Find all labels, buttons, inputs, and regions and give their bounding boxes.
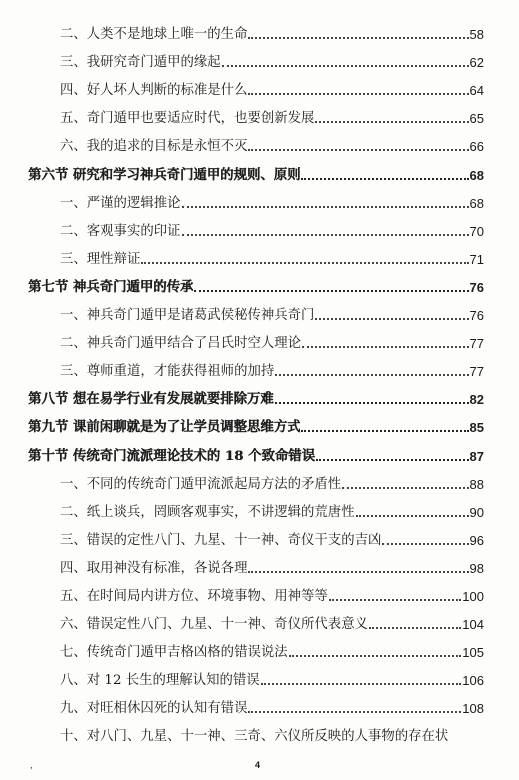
toc-dot-leader [316,459,468,461]
toc-dot-leader [329,599,461,601]
toc-page-number: 104 [462,617,484,633]
toc-item-title: 四、好人坏人判断的标准是什么 [60,83,248,99]
toc-dot-leader [261,683,462,685]
toc-dot-leader [182,206,469,208]
toc-item-title: 二、人类不是地球上唯一的生命 [60,27,248,43]
toc-item-title: 一、不同的传统奇门遁甲流派起局方法的矛盾性 [60,476,342,492]
toc-dot-leader [194,290,468,292]
toc-dot-leader [182,234,469,236]
toc-item-title: 四、取用神没有标准，各说各理 [60,560,248,576]
toc-item-row [28,688,484,716]
toc-item-title: 三、理性辩证 [60,251,141,267]
toc-page-number: 65 [469,111,484,127]
toc-section-title: 第八节 想在易学行业有发展就要排除万难 [28,391,274,408]
toc-dot-leader [289,655,462,657]
toc-page-number: 96 [469,532,484,548]
table-of-contents [28,14,484,744]
toc-page-number: 66 [469,139,484,155]
toc-item-title: 六、错误定性八门、九星、十一神、奇仪所代表意义 [60,617,368,633]
toc-page-number: 68 [469,167,484,183]
toc-section-row [28,407,484,435]
toc-section-row [28,267,484,295]
toc-section-row [28,435,484,463]
toc-dot-leader [248,711,461,713]
toc-item-title: 五、奇门遁甲也要适应时代，也要创新发展 [60,111,315,127]
toc-item-row [28,14,484,42]
toc-item-row [28,520,484,548]
toc-dot-leader [342,487,468,489]
toc-item-title: 五、在时间局内讲方位、环境事物、用神等等 [60,588,328,604]
page-number: 4 [255,760,261,770]
toc-dot-leader [275,374,468,376]
toc-dot-leader [301,430,468,432]
toc-item-title: 三、我研究奇门遁甲的缘起 [60,55,221,71]
toc-page-number: 108 [462,701,484,717]
toc-item-row [28,98,484,126]
toc-page-number: 62 [469,55,484,71]
toc-item-row [28,632,484,660]
toc-dot-leader [356,515,469,517]
toc-item-title: 二、神兵奇门遁甲结合了吕氏时空人理论 [60,336,302,352]
toc-item-row [28,492,484,520]
toc-item-title: 二、客观事实的印证 [60,223,181,239]
toc-item-title: 一、严谨的逻辑推论 [60,195,181,211]
toc-item-row [28,211,484,239]
toc-dot-leader [248,93,468,95]
toc-dot-leader [222,65,469,67]
toc-page-number: 68 [469,195,484,211]
toc-item-row [28,42,484,70]
toc-dot-leader [248,37,468,39]
toc-dot-leader [369,627,461,629]
toc-item-row [28,323,484,351]
toc-dot-leader [302,346,469,348]
toc-dot-leader [141,262,468,264]
toc-item-row [28,464,484,492]
toc-item-row [28,70,484,98]
toc-page-number: 64 [469,83,484,99]
toc-page-number: 58 [469,27,484,43]
toc-item-row [28,604,484,632]
toc-dot-leader [301,178,468,180]
toc-page-number: 70 [469,223,484,239]
toc-dot-leader [382,543,468,545]
toc-section-title: 第九节 课前闲聊就是为了让学员调整思维方式 [28,419,301,436]
toc-item-title: 九、对旺相休囚死的认知有错误 [60,701,248,717]
toc-page-number: 76 [469,279,484,295]
toc-item-title: 六、我的追求的目标是永恒不灭 [60,139,248,155]
toc-item-row [28,295,484,323]
toc-page-number: 90 [469,504,484,520]
toc-item-title: 七、传统奇门遁甲吉格凶格的错误说法 [60,645,288,661]
toc-item-title: 八、对 12 长生的理解认知的错误 [60,673,260,689]
toc-page-number: 100 [462,588,484,604]
toc-item-row [28,548,484,576]
toc-item-row [28,239,484,267]
toc-item-row [28,183,484,211]
toc-page-number: 82 [469,392,484,408]
toc-dot-leader [275,402,469,404]
toc-section-title: 第十节 传统奇门流派理论技术的 18 个致命错误 [28,447,316,464]
toc-section-title: 第六节 研究和学习神兵奇门遁甲的规则、原则 [28,166,301,183]
toc-item-title: 三、错误的定性八门、九星、十一神、奇仪干支的吉凶 [60,532,382,548]
toc-dot-leader [248,149,468,151]
toc-item-row [28,576,484,604]
toc-page-number: 71 [469,251,484,267]
toc-page-number: 76 [469,308,484,324]
toc-section-row [28,154,484,182]
toc-page-number: 105 [462,645,484,661]
toc-page-number: 106 [462,673,484,689]
toc-item-row [28,126,484,154]
page-footer [0,760,519,776]
toc-page-number: 85 [469,420,484,436]
toc-page-number: 88 [469,476,484,492]
toc-item-row [28,660,484,688]
toc-item-title: 一、神兵奇门遁甲是诸葛武侯秘传神兵奇门 [60,308,315,324]
toc-item-title: 十、对八门、九星、十一神、三奇、六仪所反映的人事物的存在状 [60,729,449,745]
toc-section-title: 第七节 神兵奇门遁甲的传承 [28,278,194,295]
toc-item-title: 三、尊师重道，才能获得祖师的加持 [60,364,275,380]
toc-dot-leader [248,571,468,573]
toc-page-number: 77 [469,364,484,380]
toc-dot-leader [315,318,468,320]
toc-page-number: 87 [469,448,484,464]
toc-item-row [28,716,484,744]
toc-item-row [28,351,484,379]
toc-page-number: 98 [469,560,484,576]
toc-dot-leader [315,121,468,123]
toc-section-row [28,379,484,407]
toc-page-number: 77 [469,336,484,352]
toc-item-title: 二、纸上谈兵，罔顾客观事实，不讲逻辑的荒唐性 [60,504,355,520]
footer-mark: , [30,760,33,770]
